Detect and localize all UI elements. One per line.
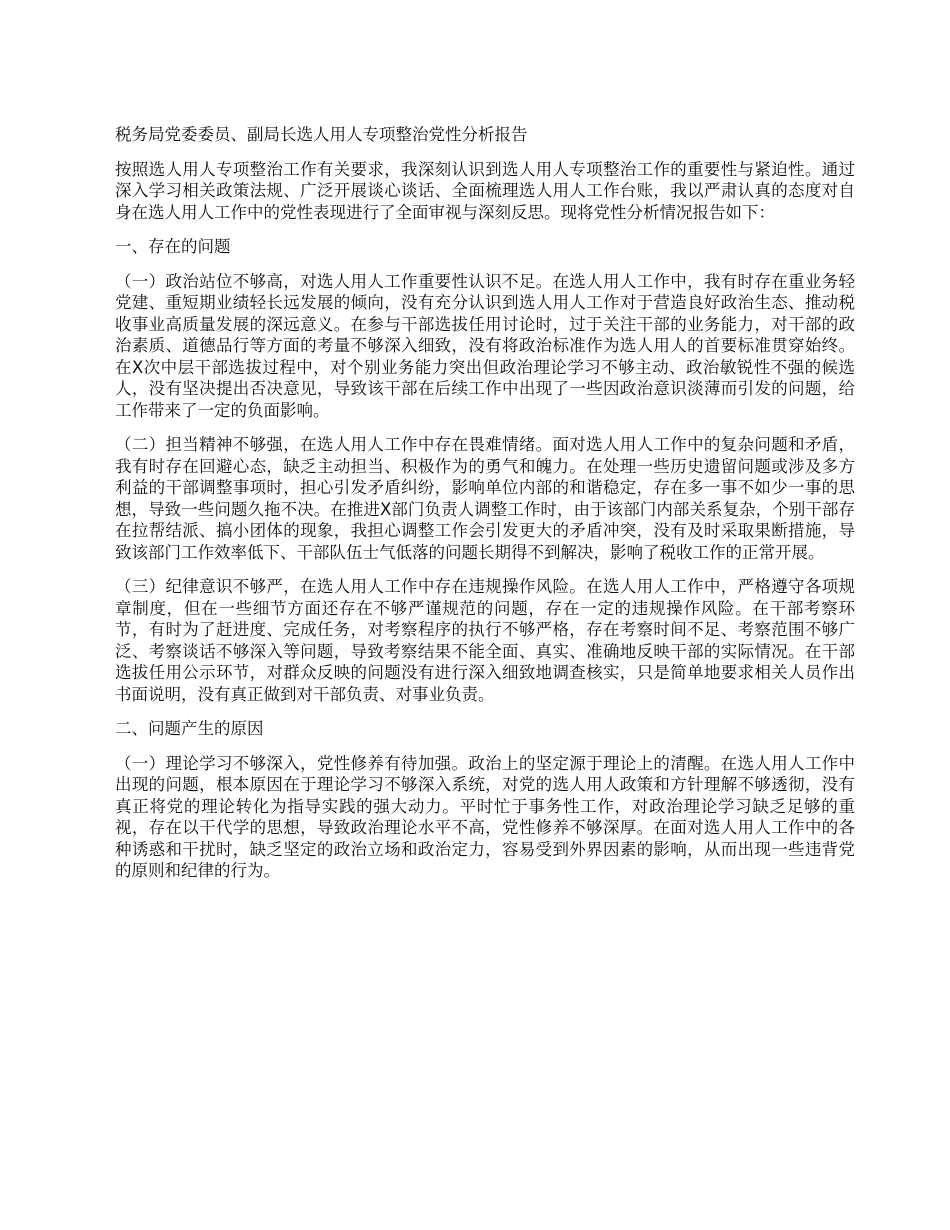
document-title: 税务局党委委员、副局长选人用人专项整治党性分析报告 bbox=[115, 125, 528, 144]
document-page bbox=[115, 124, 855, 895]
section-heading-causes: 二、问题产生的原因 bbox=[115, 719, 264, 738]
intro-paragraph: 按照选人用人专项整治工作有关要求，我深刻认识到选人用人专项整治工作的重要性与紧迫性。通过深入学习相关政策法规、广泛开展谈心谈话、全面梳理选人用人工作台账，我以严肃认真的态度对自身在选人用人工作中的党性表现进行了全面审视与深刻反思。现将党性分析情况报告如下： bbox=[115, 159, 855, 222]
section-heading-problems: 一、存在的问题 bbox=[115, 237, 231, 256]
problem-paragraph-3: （三）纪律意识不够严，在选人用人工作中存在违规操作风险。在选人用人工作中，严格遵守各项规章制度，但在一些细节方面还存在不够严谨规范的问题，存在一定的违规操作风险。在干部考察环节，有时为了赶进度、完成任务，对考察程序的执行不够严格，存在考察时间不足、考察范围不够广泛、考察谈话不够深入等问题，导致考察结果不能全面、真实、准确地反映干部的实际情况。在干部选拔任用公示环节，对群众反映的问题没有进行深入细致地调查核实，只是简单地要求相关人员作出书面说明，没有真正做到对干部负责、对事业负责。 bbox=[115, 577, 855, 704]
problem-paragraph-2: （二）担当精神不够强，在选人用人工作中存在畏难情绪。面对选人用人工作中的复杂问题和矛盾，我有时存在回避心态，缺乏主动担当、积极作为的勇气和魄力。在处理一些历史遗留问题或涉及多方利益的干部调整事项时，担心引发矛盾纠纷，影响单位内部的和谐稳定，存在多一事不如少一事的思想，导致一些问题久拖不决。在推进X部门负责人调整工作时，由于该部门内部关系复杂，个别干部存在拉帮结派、搞小团体的现象，我担心调整工作会引发更大的矛盾冲突，没有及时采取果断措施，导致该部门工作效率低下、干部队伍士气低落的问题长期得不到解决，影响了税收工作的正常开展。 bbox=[115, 435, 855, 562]
cause-paragraph-1: （一）理论学习不够深入，党性修养有待加强。政治上的坚定源于理论上的清醒。在选人用人工作中出现的问题，根本原因在于理论学习不够深入系统，对党的选人用人政策和方针理解不够透彻，没有真正将党的理论转化为指导实践的强大动力。平时忙于事务性工作，对政治理论学习缺乏足够的重视，存在以干代学的思想，导致政治理论水平不高，党性修养不够深厚。在面对选人用人工作中的各种诱惑和干扰时，缺乏坚定的政治立场和政治定力，容易受到外界因素的影响，从而出现一些违背党的原则和纪律的行为。 bbox=[115, 753, 855, 880]
problem-paragraph-1: （一）政治站位不够高，对选人用人工作重要性认识不足。在选人用人工作中，我有时存在重业务轻党建、重短期业绩轻长远发展的倾向，没有充分认识到选人用人工作对于营造良好政治生态、推动税收事业高质量发展的深远意义。在参与干部选拔任用讨论时，过于关注干部的业务能力，对干部的政治素质、道德品行等方面的考量不够深入细致，没有将政治标准作为选人用人的首要标准贯穿始终。在X次中层干部选拔过程中，对个别业务能力突出但政治理论学习不够主动、政治敏锐性不强的候选人，没有坚决提出否决意见，导致该干部在后续工作中出现了一些因政治意识淡薄而引发的问题，给工作带来了一定的负面影响。 bbox=[115, 271, 855, 420]
